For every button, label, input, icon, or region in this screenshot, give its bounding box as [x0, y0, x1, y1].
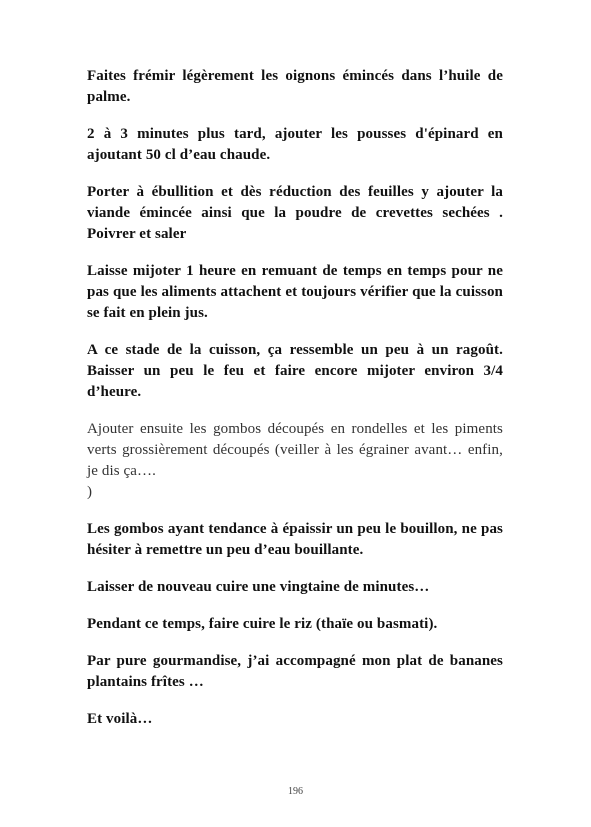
paragraph-4: Laisse mijoter 1 heure en remuant de temps en temps pour ne pas que les aliments attachent et toujours vérifier que la cuisson se fait en plein jus. — [87, 263, 503, 321]
paragraph-2: 2 à 3 minutes plus tard, ajouter les pousses d'épinard en ajoutant 50 cl d’eau chaude. — [87, 126, 503, 163]
paragraph-5: A ce stade de la cuisson, ça ressemble un peu à un ragoût. Baisser un peu le feu et faire encore mijoter environ 3/4 d’heure. — [87, 342, 503, 400]
paragraph-10: Par pure gourmandise, j’ai accompagné mon plat de bananes plantains frîtes … — [87, 653, 503, 690]
recipe-text — [87, 66, 503, 746]
paragraph-11: Et voilà… — [87, 711, 153, 727]
page-number: 196 — [288, 786, 303, 797]
paragraph-3: Porter à ébullition et dès réduction des feuilles y ajouter la viande émincée ainsi que la poudre de crevettes sechées . Poivrer et saler — [87, 184, 503, 242]
paragraph-8: Laisser de nouveau cuire une vingtaine de minutes… — [87, 579, 430, 595]
paragraph-6: Ajouter ensuite les gombos découpés en rondelles et les piments verts grossièrement découpés (veiller à les égrainer avant… enfin, je dis ça…. ) — [87, 421, 503, 500]
paragraph-1: Faites frémir légèrement les oignons émincés dans l’huile de palme. — [87, 68, 503, 105]
paragraph-9: Pendant ce temps, faire cuire le riz (thaïe ou basmati). — [87, 616, 438, 632]
paragraph-7: Les gombos ayant tendance à épaissir un peu le bouillon, ne pas hésiter à remettre un peu d’eau bouillante. — [87, 521, 503, 558]
